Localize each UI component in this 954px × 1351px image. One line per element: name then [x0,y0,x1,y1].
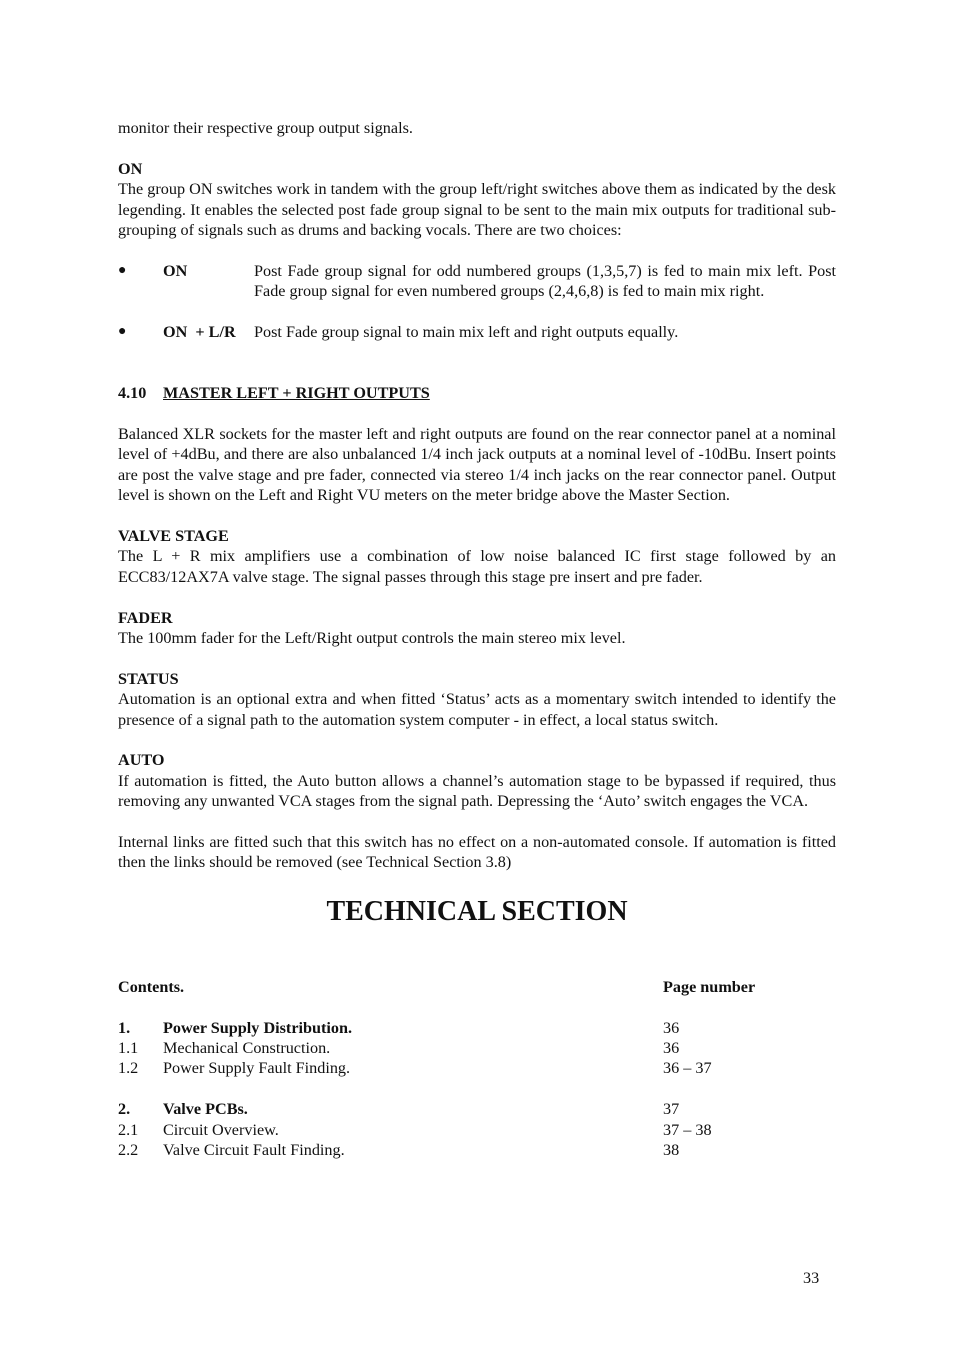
technical-section-title: TECHNICAL SECTION [326,895,628,927]
toc-item [118,1140,836,1160]
auto-body: If automation is fitted, the Auto button allows a channel’s automation stage to be bypassed if required, thus removing any unwanted VCA stages from the signal path. Depressing the ‘Auto’ switch engages the VCA. [118,771,836,811]
toc-group-heading [118,1099,836,1119]
section-heading-4-10 [118,383,836,403]
toc-item [118,1058,836,1078]
bullet-key: ON [163,261,188,280]
toc-num: 2.2 [118,1140,139,1159]
toc-page: 38 [663,1140,680,1159]
toc-page: 37 – 38 [663,1120,712,1139]
bullet-key: ON + L/R [163,323,236,342]
toc-title: Circuit Overview. [163,1120,279,1139]
toc-title: Power Supply Fault Finding. [163,1059,351,1078]
toc-num: 1.2 [118,1059,139,1078]
document-page [118,118,836,1160]
auto-heading: AUTO [118,751,165,770]
page-number: 33 [803,1269,820,1287]
section-number: 4.10 [118,384,147,403]
bullet-text: Post Fade group signal to main mix left and right outputs equally. [254,323,679,342]
status-body: Automation is an optional extra and when fitted ‘Status’ acts as a momentary switch intended to identify the presence of a signal path to the automation system computer - in effect, a local status switch. [118,690,836,729]
section-4-10-body: Balanced XLR sockets for the master left and right outputs are found on the rear connector panel at a nominal level of +4dBu, and there are also unbalanced 1/4 inch jack outputs at a nominal level of -10dBu. Insert points are post the valve stage and pre fader, connected via stereo 1/4 inch jacks on the rear connector panel. Output level is shown on the Left and Right VU meters on the meter bridge above the Master Section. [118,425,836,505]
fader-body: The 100mm fader for the Left/Right output controls the main stereo mix level. [118,629,626,648]
toc-num: 2. [118,1100,131,1119]
toc-item [118,1120,836,1140]
toc-page: 36 [663,1018,680,1037]
status-heading: STATUS [118,669,179,688]
toc-page-label: Page number [663,977,756,996]
on-body: The group ON switches work in tandem with the group left/right switches above them as indicated by the desk legending. It enables the selected post fade group signal to be sent to the main mix outputs for traditional sub-grouping of signals such as drums and backing vocals. There are two choices: [118,180,836,240]
toc-title: Valve Circuit Fault Finding. [163,1140,345,1159]
on-heading: ON [118,159,143,178]
intro-line: monitor their respective group output signals. [118,119,413,137]
toc-page: 36 – 37 [663,1059,712,1078]
toc-page: 37 [663,1100,680,1119]
bullet-text: Post Fade group signal for odd numbered groups (1,3,5,7) is fed to main mix left. Post Fade group signal for even numbered groups (2,4,6,8) is fed to main mix right. [254,261,836,301]
valve-stage-body: The L + R mix amplifiers use a combination of low noise balanced IC first stage followed by an ECC83/12AX7A valve stage. The signal passes through this stage pre insert and pre fader. [118,547,836,586]
bullet-item-on-lr [118,322,836,342]
toc-title: Valve PCBs. [163,1100,248,1119]
toc-header [118,977,836,997]
bullet-icon: ● [118,324,127,340]
toc-num: 1.1 [118,1039,139,1058]
section-title: MASTER LEFT + RIGHT OUTPUTS [163,384,430,403]
fader-heading: FADER [118,608,173,627]
auto-body-2: Internal links are fitted such that this switch has no effect on a non-automated console. If automation is fitted then the links should be removed (see Technical Section 3.8) [118,833,836,872]
toc-group-heading [118,1018,836,1038]
valve-stage-heading: VALVE STAGE [118,527,229,546]
toc-contents-label: Contents. [118,977,185,996]
toc-title: Mechanical Construction. [163,1039,331,1058]
toc-num: 1. [118,1018,131,1037]
toc-page: 36 [663,1039,680,1058]
toc-title: Power Supply Distribution. [163,1018,353,1037]
bullet-item-on [118,261,836,302]
bullet-icon: ● [118,262,127,278]
toc-item [118,1038,836,1058]
toc-num: 2.1 [118,1120,139,1139]
